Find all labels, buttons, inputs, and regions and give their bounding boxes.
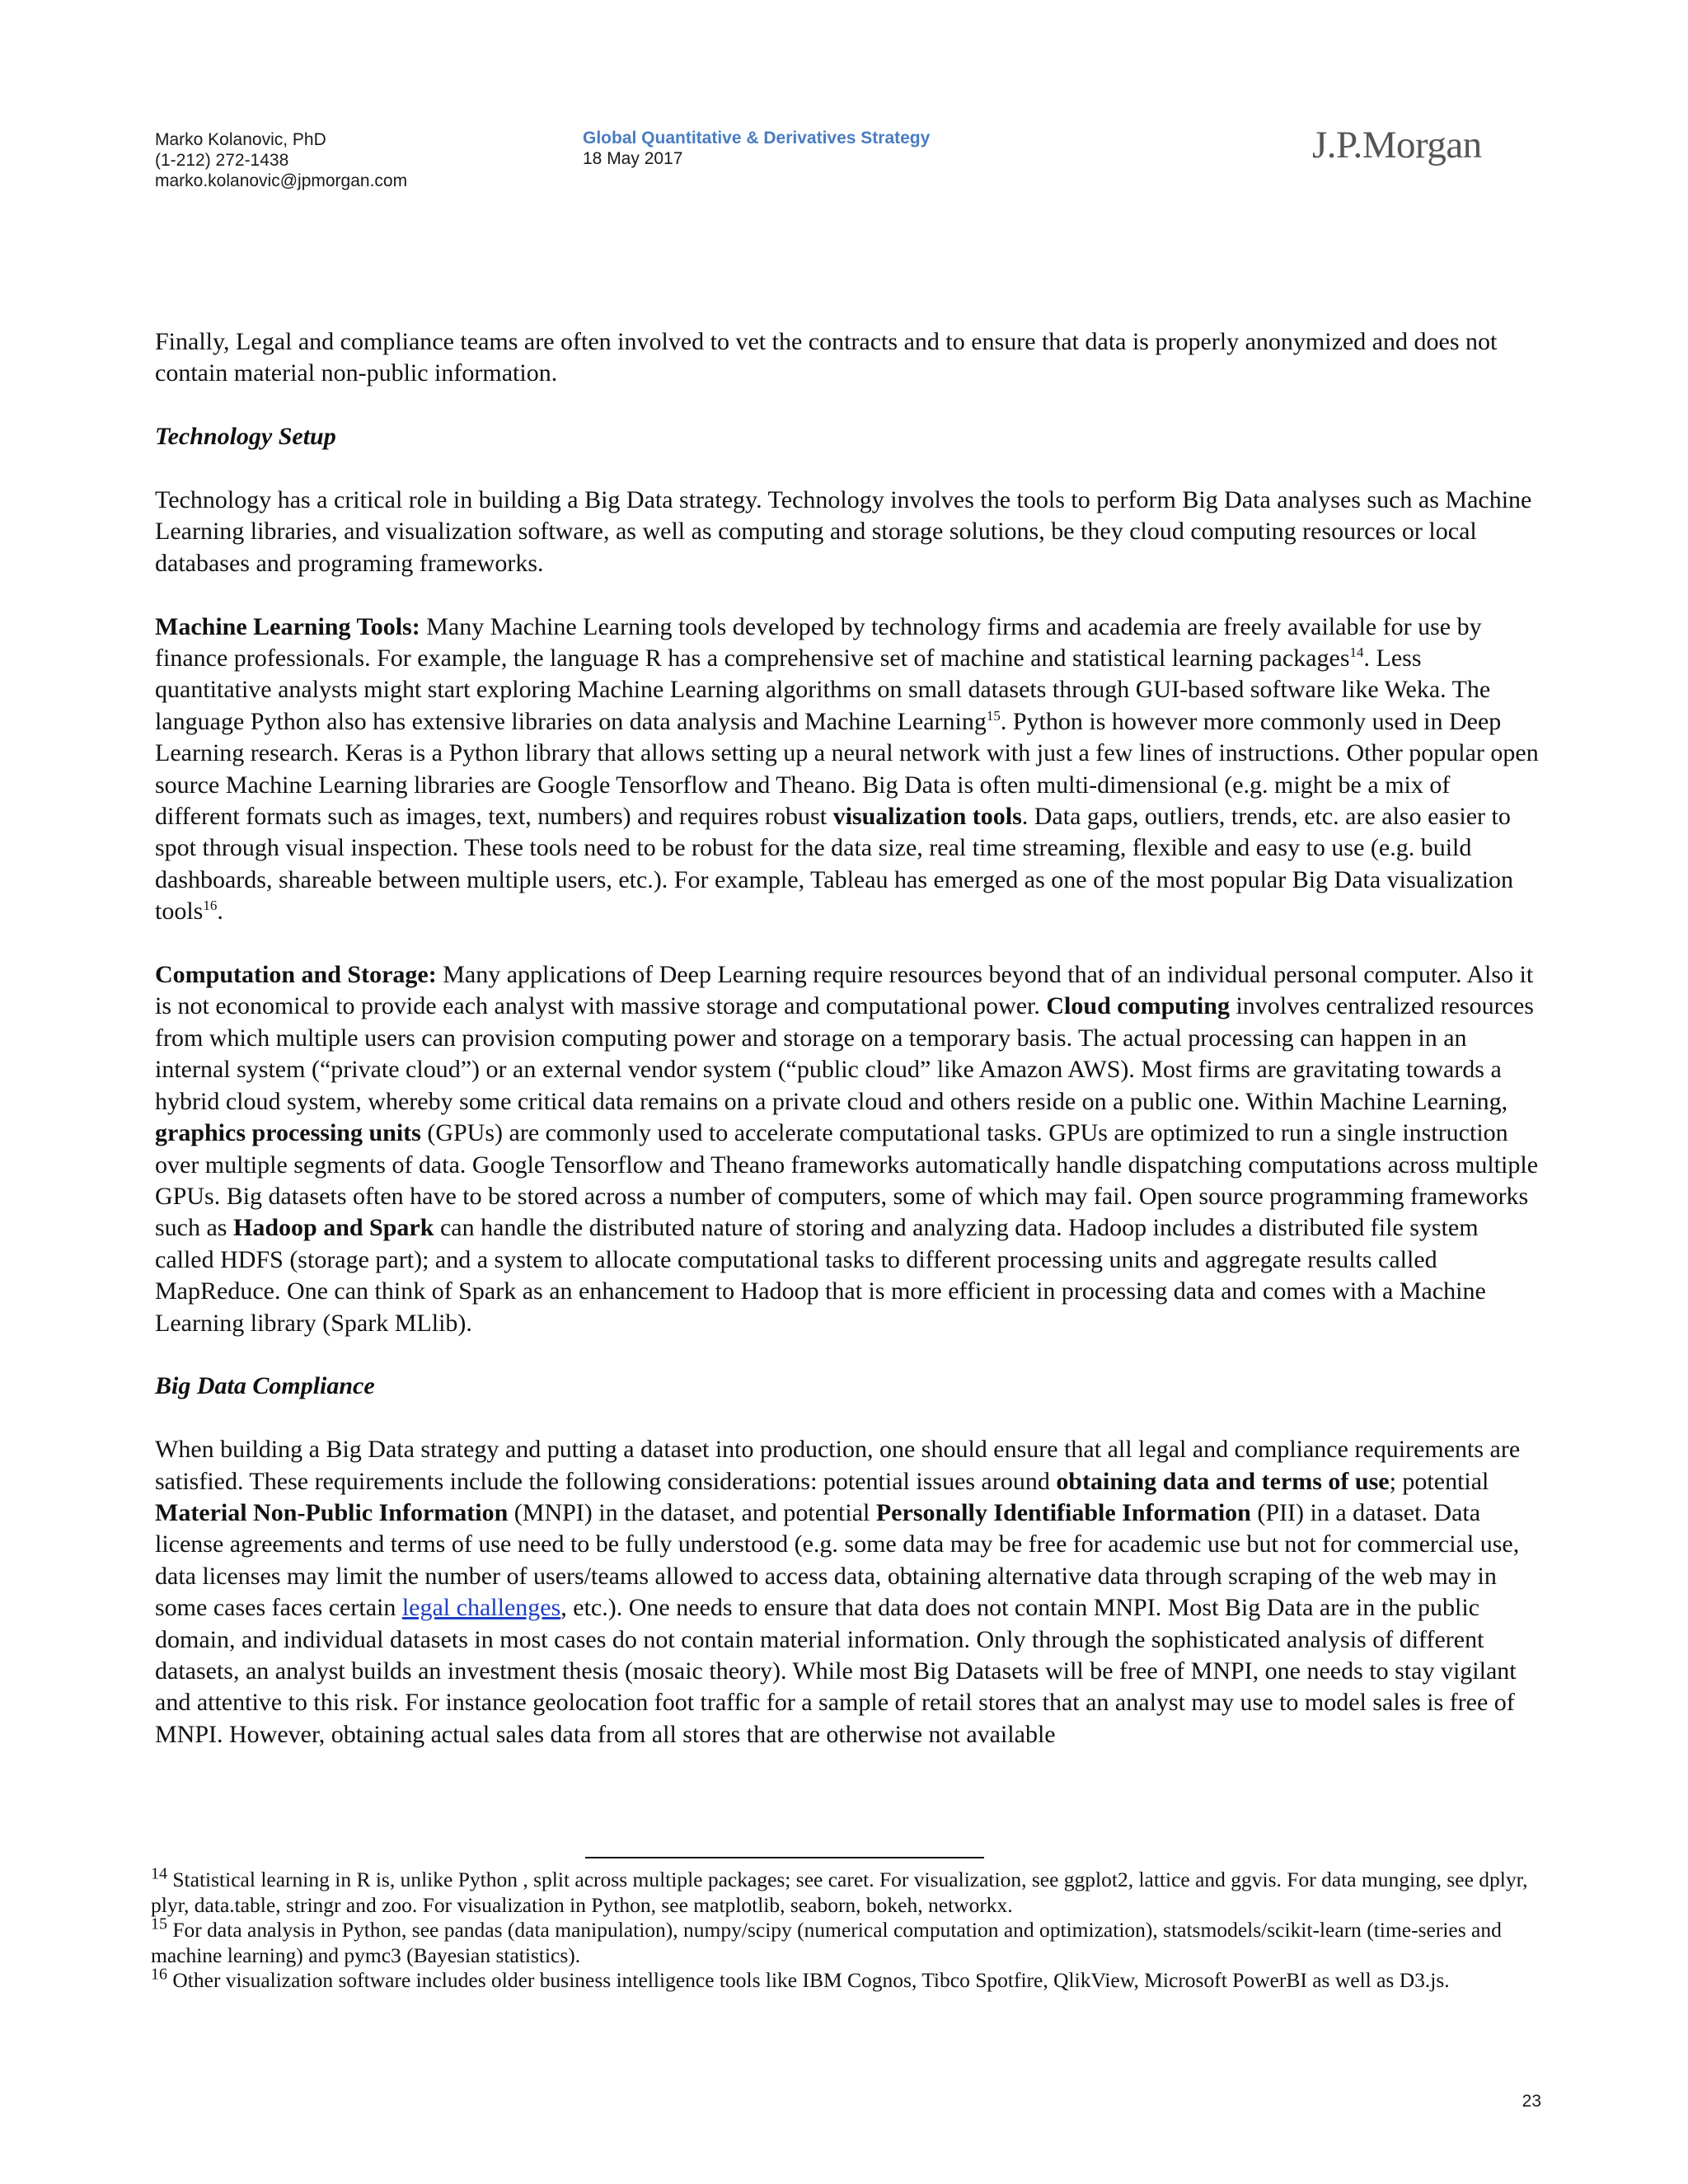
- text-run: ; potential: [1389, 1467, 1489, 1495]
- author-block: [155, 129, 407, 191]
- bold-term: Cloud computing: [1046, 992, 1230, 1020]
- footnote-15: [151, 1915, 1544, 1968]
- footnote-ref-14: 14: [1349, 644, 1364, 661]
- technology-intro-paragraph: Technology has a critical role in building a Big Data strategy. Technology involves the tools to perform Big Data analyses such as Machine Learning libraries, and visualization software, as well as computing and storage solutions, be they cloud computing resources or local databases and programing frameworks.: [155, 486, 1532, 577]
- text-run: .: [217, 898, 223, 926]
- bold-term: Material Non-Public Information: [155, 1498, 509, 1526]
- footnote-separator: [585, 1857, 984, 1858]
- report-series: Global Quantitative & Derivatives Strategy: [583, 129, 931, 148]
- author-email: marko.kolanovic@jpmorgan.com: [155, 171, 408, 190]
- footnote-number: 14: [151, 1864, 167, 1883]
- jpmorgan-logo: J.P.Morgan: [1312, 124, 1482, 166]
- footnote-text: Statistical learning in R is, unlike Python , split across multiple packages; see caret. For visualization, see ggplot2, lattice and ggvis. For data munging, see dplyr, plyr, data.table, stringr and zoo. For visualization in Python, see matplotlib, seaborn, bokeh, networkx.: [151, 1868, 1528, 1917]
- footnotes: [151, 1864, 1544, 1994]
- text-run: . Less quantitative analysts might start exploring Machine Learning algorithms on small datasets through GUI-based software like Weka. The language Python also has extensive libraries on data analysis and Machine Learning: [155, 644, 1491, 735]
- author-name: Marko Kolanovic, PhD: [155, 130, 326, 149]
- text-run: (GPUs) are commonly used to accelerate computational tasks. GPUs are optimized to run a single instruction over multiple segments of data. Google Tensorflow and Theano frameworks automatically handle dispatching computations across multiple GPUs. Big datasets often have to be stored across a number of computers, some of which may fail. Open source programming frameworks such as: [155, 1119, 1539, 1242]
- bold-term: visualization tools: [832, 803, 1022, 831]
- footnote-text: For data analysis in Python, see pandas (data manipulation), numpy/scipy (numerical computation and optimization), statsmodels/scikit-learn (time-series and machine learning) and pymc3 (Bayesian statistics).: [151, 1918, 1502, 1967]
- text-run: Many Machine Learning tools developed by technology firms and academia are freely available for use by finance professionals. For example, the language R has a comprehensive set of machine and statistical learning packages: [155, 612, 1482, 673]
- page-number: 23: [1522, 2092, 1541, 2111]
- section-heading-big-data-compliance: Big Data Compliance: [155, 1372, 375, 1400]
- bold-term: Hadoop and Spark: [232, 1214, 434, 1242]
- document-body: [155, 326, 1540, 1783]
- text-run: . Python is however more commonly used in Deep Learning research. Keras is a Python library that allows setting up a neural network with just a few lines of instructions. Other popular open source Machine Learning libraries are Google Tensorflow and Theano. Big Data is often multi-dimensional (e.g. might be a mix of different formats such as images, text, numbers) and requires robust: [155, 707, 1539, 831]
- footnote-14: [151, 1864, 1544, 1918]
- text-run: can handle the distributed nature of storing and analyzing data. Hadoop includes a distributed file system called HDFS (storage part); and a system to allocate computational tasks to different processing units and aggregate results called MapReduce. One can think of Spark as an enhancement to Hadoop that is more efficient in processing data and comes with a Machine Learning library (Spark MLlib).: [155, 1214, 1486, 1337]
- text-run: (MNPI) in the dataset, and potential: [508, 1498, 876, 1526]
- text-run: (PII) in a dataset. Data license agreements and terms of use need to be fully understood (e.g. some data may be free for academic use but not for commercial use, data licenses may limit the number of users/teams allowed to access data, obtaining alternative data through scraping of the web may in some cases faces certain: [155, 1498, 1520, 1622]
- text-run: involves centralized resources from which multiple users can provision computing power and storage on a temporary basis. The actual processing can happen in an internal system (“private cloud”) or an external vendor system (“public cloud” like Amazon AWS). Most firms are gravitating towards a hybrid cloud system, whereby some critical data remains on a private cloud and others reside on a public one. Within Machine Learning,: [155, 992, 1534, 1115]
- bold-term: obtaining data and terms of use: [1056, 1467, 1390, 1495]
- ml-tools-paragraph: [155, 612, 1540, 928]
- footnote-number: 15: [151, 1915, 167, 1933]
- computation-storage-paragraph: [155, 959, 1540, 1339]
- text-run: , etc.). One needs to ensure that data does not contain MNPI. Most Big Data are in the public domain, and individual datasets in most cases do not contain material information. Only through the sophisticated analysis of different datasets, an analyst builds an investment thesis (mosaic theory). While most Big Datasets will be free of MNPI, one needs to stay vigilant and attentive to this risk. For instance geolocation foot traffic for a sample of retail stores that an analyst may use to model sales is free of MNPI. However, obtaining actual sales data from all stores that are otherwise not available: [155, 1594, 1517, 1748]
- text-run: Many applications of Deep Learning require resources beyond that of an individual personal computer. Also it is not economical to provide each analyst with massive storage and computational power.: [155, 961, 1534, 1020]
- compliance-paragraph: [155, 1434, 1540, 1750]
- footnote-text: Other visualization software includes older business intelligence tools like IBM Cognos, Tibco Spotfire, QlikView, Microsoft PowerBI as well as D3.js.: [167, 1968, 1450, 1992]
- section-heading-technology-setup: Technology Setup: [155, 423, 336, 451]
- report-date: 18 May 2017: [583, 149, 683, 168]
- text-run: . Data gaps, outliers, trends, etc. are also easier to spot through visual inspection. These tools need to be robust for the data size, real time streaming, flexible and easy to use (e.g. build dashboards, shareable between multiple users, etc.). For example, Tableau has emerged as one of the most popular Big Data visualization tools: [155, 803, 1513, 926]
- footnote-ref-16: 16: [203, 898, 218, 914]
- legal-challenges-link[interactable]: legal challenges: [401, 1594, 561, 1622]
- author-phone: (1-212) 272-1438: [155, 151, 289, 170]
- footnote-number: 16: [151, 1965, 167, 1984]
- report-info: [583, 128, 930, 169]
- footnote-16: [151, 1965, 1544, 1994]
- computation-label: Computation and Storage:: [155, 961, 437, 989]
- bold-term: Personally Identifiable Information: [875, 1498, 1251, 1526]
- footnote-ref-15: 15: [986, 707, 1001, 724]
- ml-tools-label: Machine Learning Tools:: [155, 612, 420, 640]
- intro-paragraph: Finally, Legal and compliance teams are often involved to vet the contracts and to ensure that data is properly anonymized and does not contain material non-public information.: [155, 328, 1498, 387]
- text-run: When building a Big Data strategy and putting a dataset into production, one should ensure that all legal and compliance requirements are satisfied. These requirements include the following considerations: potential issues around: [155, 1436, 1521, 1495]
- bold-term: graphics processing units: [155, 1119, 421, 1147]
